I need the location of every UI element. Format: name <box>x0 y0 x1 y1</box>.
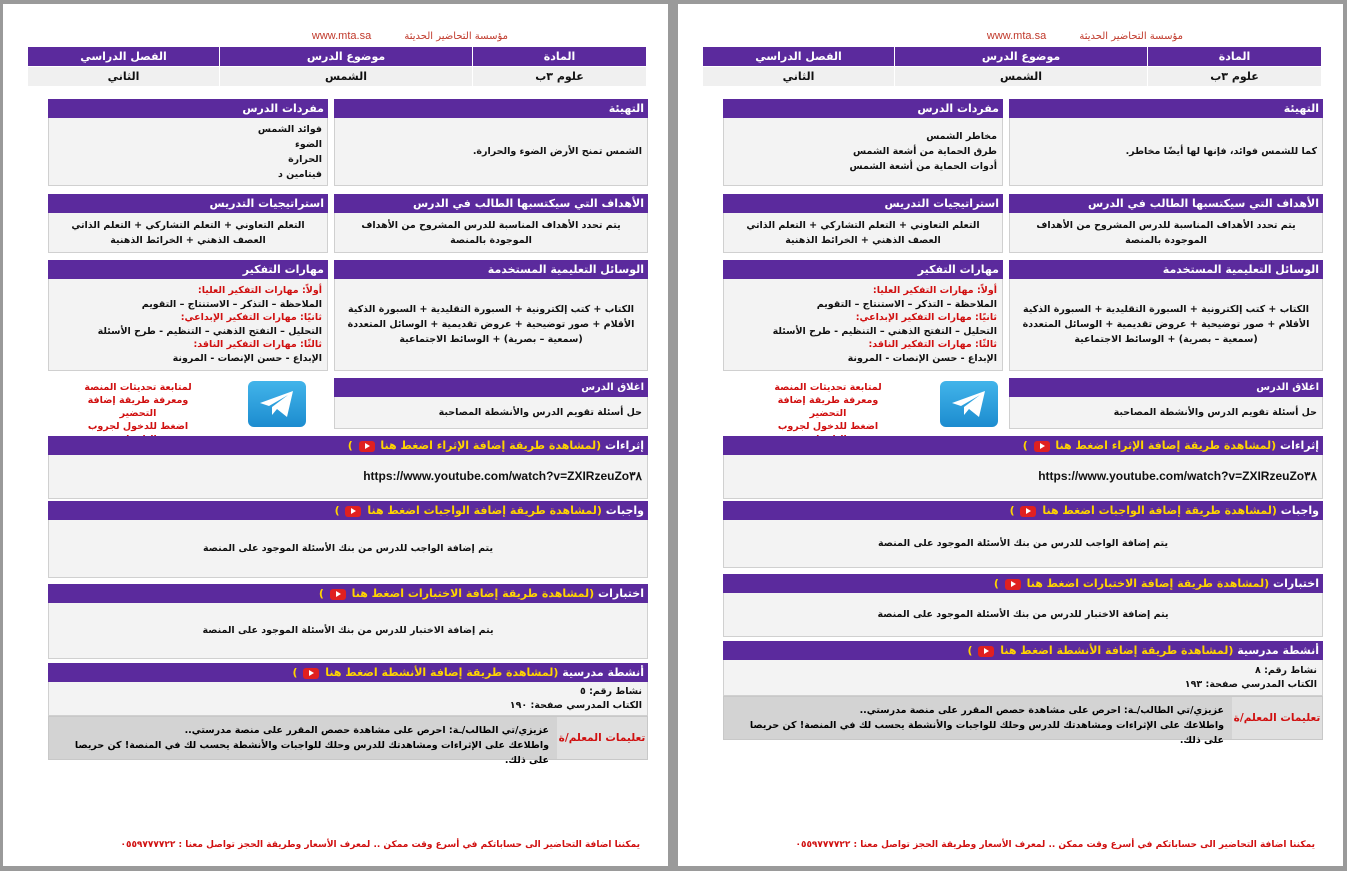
youtube-icon <box>330 589 346 600</box>
teacher-line: واطلاعك على الإثراءات ومشاهدتك للدرس وحلك للواجبات والأنشطة يحسب لك في المنصة! كن حريصا على ذلك. <box>74 740 549 766</box>
activity-no-label: نشاط رقم: <box>1264 664 1317 676</box>
lesson-page-2 <box>3 4 668 866</box>
activities-title <box>48 663 648 682</box>
activity-number <box>729 664 1317 678</box>
warmup-text: كما للشمس فوائد، فإنها لها أيضًا مخاطر. <box>1009 118 1323 186</box>
activities-section <box>723 641 1323 696</box>
telegram-button[interactable] <box>248 381 306 427</box>
paren: ) <box>347 439 353 452</box>
book-page-value: ١٩٠ <box>509 699 528 711</box>
lesson-info-table <box>27 46 647 87</box>
teacher-text <box>724 697 1232 746</box>
site-url[interactable]: www.mta.sa <box>986 30 1047 42</box>
telegram-icon <box>950 389 988 419</box>
term-value: الثاني <box>28 67 220 87</box>
activities-link[interactable] <box>968 644 1234 657</box>
tools-line: (سمعية – بصرية) + الوسائط الاجتماعية <box>399 334 583 345</box>
warmup-title: التهيئة <box>334 99 648 118</box>
youtube-icon <box>345 506 361 517</box>
teacher-line: عزيزي/تي الطالب/ـة: احرص على مشاهدة حصص المقرر على منصة مدرستي.. <box>184 725 549 736</box>
site-url[interactable]: www.mta.sa <box>311 30 372 42</box>
thinking-line: الإبداع - حسن الإنصات - المرونة <box>172 352 322 364</box>
goals-section <box>1009 194 1323 253</box>
tests-title <box>48 584 648 603</box>
enrich-url-text: https://www.youtube.com/watch?v=ZXIRzeuZo٣٨ <box>363 469 642 483</box>
vocab-section <box>48 99 328 186</box>
topic-value: الشمس <box>895 67 1148 87</box>
tests-label: اختبارات <box>1273 577 1319 590</box>
tools-text <box>1009 279 1323 371</box>
vocab-item: الحرارة <box>288 153 322 165</box>
book-page <box>729 678 1317 692</box>
tests-section <box>48 584 648 659</box>
paren: ) <box>1022 439 1028 452</box>
subject-header: المادة <box>1148 47 1322 67</box>
activities-body <box>48 682 648 716</box>
homework-text: يتم إضافة الواجب للدرس من بنك الأسئلة الموجود على المنصة <box>48 520 648 578</box>
activities-label: أنشطة مدرسية <box>1237 644 1319 657</box>
activities-title <box>723 641 1323 660</box>
paren: ) <box>334 504 340 517</box>
closing-title: اغلاق الدرس <box>1009 378 1323 397</box>
page-header <box>312 30 508 42</box>
thinking-title: مهارات التفكير <box>723 260 1003 279</box>
thinking-heading: ثانيًا: مهارات التفكير الإبداعي: <box>855 312 997 323</box>
enrich-link-text: (لمشاهدة طريقة إضافة الإثراء اضغط هنا <box>1055 439 1277 452</box>
thinking-title: مهارات التفكير <box>48 260 328 279</box>
teacher-text <box>49 717 557 766</box>
tests-link[interactable] <box>319 587 594 600</box>
tools-line: الأقلام + صور توضيحية + عروض تقديمية + الوسائل المتعددة <box>1022 319 1310 330</box>
thinking-heading: أولاً: مهارات التفكير العليا: <box>197 285 322 296</box>
vocab-title: مفردات الدرس <box>723 99 1003 118</box>
closing-section <box>1009 378 1323 429</box>
topic-header: موضوع الدرس <box>220 47 473 67</box>
homework-section <box>723 501 1323 568</box>
vocab-title: مفردات الدرس <box>48 99 328 118</box>
goals-text: يتم تحدد الأهداف المناسبة للدرس المشروح من الأهداف الموجودة بالمنصة <box>334 213 648 253</box>
youtube-icon <box>1005 579 1021 590</box>
book-page-value: ١٩٣ <box>1184 678 1203 690</box>
tests-title <box>723 574 1323 593</box>
activities-label: أنشطة مدرسية <box>562 666 644 679</box>
book-page-label: الكتاب المدرسي صفحة: <box>1205 678 1317 690</box>
paren: ) <box>1009 504 1015 517</box>
strategies-text <box>48 213 328 253</box>
book-page <box>54 699 642 713</box>
strategies-text <box>723 213 1003 253</box>
promo-line: ومعرفة طريقة إضافة التحضير <box>777 395 879 419</box>
strategies-line: التعلم التعاوني + التعلم التشاركي + التعلم الذاتي <box>746 219 980 231</box>
goals-section <box>334 194 648 253</box>
activities-link[interactable] <box>293 666 559 679</box>
tools-line: (سمعية – بصرية) + الوسائط الاجتماعية <box>1074 334 1258 345</box>
promo-line: ومعرفة طريقة إضافة التحضير <box>87 395 189 419</box>
thinking-line: التحليل – التفتح الذهني – التنظيم - طرح الأسئلة <box>772 325 997 337</box>
homework-title <box>723 501 1323 520</box>
strategies-title: استراتيجيات التدريس <box>723 194 1003 213</box>
promo-line: لمتابعة تحديثات المنصة <box>84 382 192 393</box>
subject-value: علوم ٣ب <box>1148 67 1322 87</box>
strategies-line: التعلم التعاوني + التعلم التشاركي + التعلم الذاتي <box>71 219 305 231</box>
thinking-line: الملاحظة – التذكر – الاستنتاج – التقويم <box>816 298 997 310</box>
vocab-item: الضوء <box>295 138 322 150</box>
telegram-button[interactable] <box>940 381 998 427</box>
strategies-section <box>48 194 328 253</box>
teacher-line: واطلاعك على الإثراءات ومشاهدتك للدرس وحلك للواجبات والأنشطة يحسب لك في المنصة! كن حريصا على ذلك. <box>749 720 1224 746</box>
thinking-heading: ثالثًا: مهارات التفكير الناقد: <box>868 339 997 350</box>
promo-line: لمتابعة تحديثات المنصة <box>774 382 882 393</box>
strategies-line: العصف الذهني + الخرائط الذهنية <box>110 234 266 246</box>
enrich-label: إثراءات <box>605 439 644 452</box>
enrich-url-text: https://www.youtube.com/watch?v=ZXIRzeuZo٣٨ <box>1038 469 1317 483</box>
thinking-heading: أولاً: مهارات التفكير العليا: <box>872 285 997 296</box>
enrich-link[interactable] <box>1023 439 1277 452</box>
vocab-list <box>723 118 1003 186</box>
closing-text: حل أسئلة تقويم الدرس والأنشطة المصاحبة <box>334 397 648 429</box>
org-name: مؤسسة التحاضير الحديثة <box>1079 31 1183 42</box>
lesson-page-1 <box>678 4 1343 866</box>
youtube-icon <box>359 441 375 452</box>
thinking-line: التحليل – التفتح الذهني – التنظيم - طرح الأسئلة <box>97 325 322 337</box>
tools-line: الأقلام + صور توضيحية + عروض تقديمية + الوسائل المتعددة <box>347 319 635 330</box>
thinking-section <box>723 260 1003 371</box>
homework-link-text: (لمشاهدة طريقة إضافة الواجبات اضغط هنا <box>1042 504 1277 517</box>
homework-text: يتم إضافة الواجب للدرس من بنك الأسئلة الموجود على المنصة <box>723 520 1323 568</box>
term-header: الفصل الدراسي <box>703 47 895 67</box>
homework-section <box>48 501 648 578</box>
teacher-notes <box>48 716 648 766</box>
tests-text: يتم إضافة الاختبار للدرس من بنك الأسئلة الموجود على المنصة <box>48 603 648 659</box>
vocab-item: أدوات الحماية من أشعة الشمس <box>849 161 997 172</box>
page-footer: يمكننا اضافة التحاضير الى حساباتكم في أسرع وقت ممكن .. لمعرف الأسعار وطريقة الحجز تواصل معنا : ٠٥٥٩٧٧٧٧٢٢ <box>120 840 640 850</box>
thinking-line: الملاحظة – التذكر – الاستنتاج – التقويم <box>141 298 322 310</box>
tools-section <box>334 260 648 371</box>
strategies-line: العصف الذهني + الخرائط الذهنية <box>785 234 941 246</box>
homework-link-text: (لمشاهدة طريقة إضافة الواجبات اضغط هنا <box>367 504 602 517</box>
thinking-section <box>48 260 328 371</box>
tests-link-text: (لمشاهدة طريقة إضافة الاختبارات اضغط هنا <box>1026 577 1270 590</box>
homework-label: واجبات <box>605 504 644 517</box>
thinking-text <box>48 279 328 371</box>
youtube-icon <box>303 668 319 679</box>
paren: ) <box>967 644 973 657</box>
paren: ) <box>993 577 999 590</box>
closing-title: اغلاق الدرس <box>334 378 648 397</box>
activities-body <box>723 660 1323 696</box>
tests-link-text: (لمشاهدة طريقة إضافة الاختبارات اضغط هنا <box>351 587 595 600</box>
book-page-label: الكتاب المدرسي صفحة: <box>530 699 642 711</box>
homework-label: واجبات <box>1280 504 1319 517</box>
enrich-url[interactable] <box>48 455 648 499</box>
teacher-line: عزيزي/تي الطالب/ـة: احرص على مشاهدة حصص المقرر على منصة مدرستي.. <box>859 705 1224 716</box>
org-name: مؤسسة التحاضير الحديثة <box>404 31 508 42</box>
tools-title: الوسائل التعليمية المستخدمة <box>334 260 648 279</box>
lesson-info-table <box>702 46 1322 87</box>
thinking-text <box>723 279 1003 371</box>
strategies-title: استراتيجيات التدريس <box>48 194 328 213</box>
tests-section <box>723 574 1323 637</box>
thinking-heading: ثانيًا: مهارات التفكير الإبداعي: <box>180 312 322 323</box>
tests-text: يتم إضافة الاختبار للدرس من بنك الأسئلة الموجود على المنصة <box>723 593 1323 637</box>
enrich-section <box>48 436 648 499</box>
goals-title: الأهداف التي سيكتسبها الطالب في الدرس <box>334 194 648 213</box>
closing-section <box>334 378 648 429</box>
enrich-title <box>723 436 1323 455</box>
enrich-title <box>48 436 648 455</box>
vocab-item: فيتامين د <box>277 168 322 180</box>
paren: ) <box>318 587 324 600</box>
activity-no-value: ٥ <box>579 685 586 697</box>
vocab-item: طرق الحماية من أشعة الشمس <box>853 146 997 157</box>
vocab-item: مخاطر الشمس <box>926 131 997 142</box>
teacher-label: تعليمات المعلم/ة <box>1232 697 1322 739</box>
warmup-text: الشمس تمنح الأرض الضوء والحرارة. <box>334 118 648 186</box>
homework-link[interactable] <box>1010 504 1277 517</box>
enrich-section <box>723 436 1323 499</box>
term-value: الثاني <box>703 67 895 87</box>
thinking-line: الإبداع - حسن الإنصات - المرونة <box>847 352 997 364</box>
vocab-item: فوائد الشمس <box>257 123 322 135</box>
activities-link-text: (لمشاهدة طريقة إضافة الأنشطة اضغط هنا <box>1000 644 1234 657</box>
teacher-notes <box>723 696 1323 746</box>
subject-value: علوم ٣ب <box>473 67 647 87</box>
homework-title <box>48 501 648 520</box>
vocab-section <box>723 99 1003 186</box>
strategies-section <box>723 194 1003 253</box>
page-header <box>987 30 1183 42</box>
activities-link-text: (لمشاهدة طريقة إضافة الأنشطة اضغط هنا <box>325 666 559 679</box>
tests-link[interactable] <box>994 577 1269 590</box>
subject-header: المادة <box>473 47 647 67</box>
warmup-section <box>334 99 648 186</box>
enrich-url[interactable] <box>723 455 1323 499</box>
thinking-heading: ثالثًا: مهارات التفكير الناقد: <box>193 339 322 350</box>
page-footer: يمكننا اضافة التحاضير الى حساباتكم في أسرع وقت ممكن .. لمعرف الأسعار وطريقة الحجز تواصل معنا : ٠٥٥٩٧٧٧٧٢٢ <box>795 840 1315 850</box>
tools-line: الكتاب + كتب إلكترونية + السبورة التقليدية + السبورة الذكية <box>1022 304 1310 315</box>
teacher-label: تعليمات المعلم/ة <box>557 717 647 759</box>
closing-text: حل أسئلة تقويم الدرس والأنشطة المصاحبة <box>1009 397 1323 429</box>
homework-link[interactable] <box>335 504 602 517</box>
activity-no-value: ٨ <box>1254 664 1261 676</box>
tests-label: اختبارات <box>598 587 644 600</box>
enrich-label: إثراءات <box>1280 439 1319 452</box>
youtube-icon <box>1020 506 1036 517</box>
topic-header: موضوع الدرس <box>895 47 1148 67</box>
paren: ) <box>292 666 298 679</box>
tools-section <box>1009 260 1323 371</box>
promo-line: اضغط للدخول لجروب <box>777 421 879 432</box>
promo-line: اضغط للدخول لجروب <box>87 421 189 432</box>
enrich-link-text: (لمشاهدة طريقة إضافة الإثراء اضغط هنا <box>380 439 602 452</box>
goals-title: الأهداف التي سيكتسبها الطالب في الدرس <box>1009 194 1323 213</box>
warmup-section <box>1009 99 1323 186</box>
term-header: الفصل الدراسي <box>28 47 220 67</box>
activity-no-label: نشاط رقم: <box>589 685 642 697</box>
telegram-icon <box>258 389 296 419</box>
tools-line: الكتاب + كتب إلكترونية + السبورة التقليدية + السبورة الذكية <box>347 304 635 315</box>
activity-number <box>54 685 642 699</box>
tools-text <box>334 279 648 371</box>
vocab-list <box>48 118 328 186</box>
enrich-link[interactable] <box>348 439 602 452</box>
goals-text: يتم تحدد الأهداف المناسبة للدرس المشروح من الأهداف الموجودة بالمنصة <box>1009 213 1323 253</box>
youtube-icon <box>978 646 994 657</box>
warmup-title: التهيئة <box>1009 99 1323 118</box>
youtube-icon <box>1034 441 1050 452</box>
topic-value: الشمس <box>220 67 473 87</box>
tools-title: الوسائل التعليمية المستخدمة <box>1009 260 1323 279</box>
activities-section <box>48 663 648 716</box>
